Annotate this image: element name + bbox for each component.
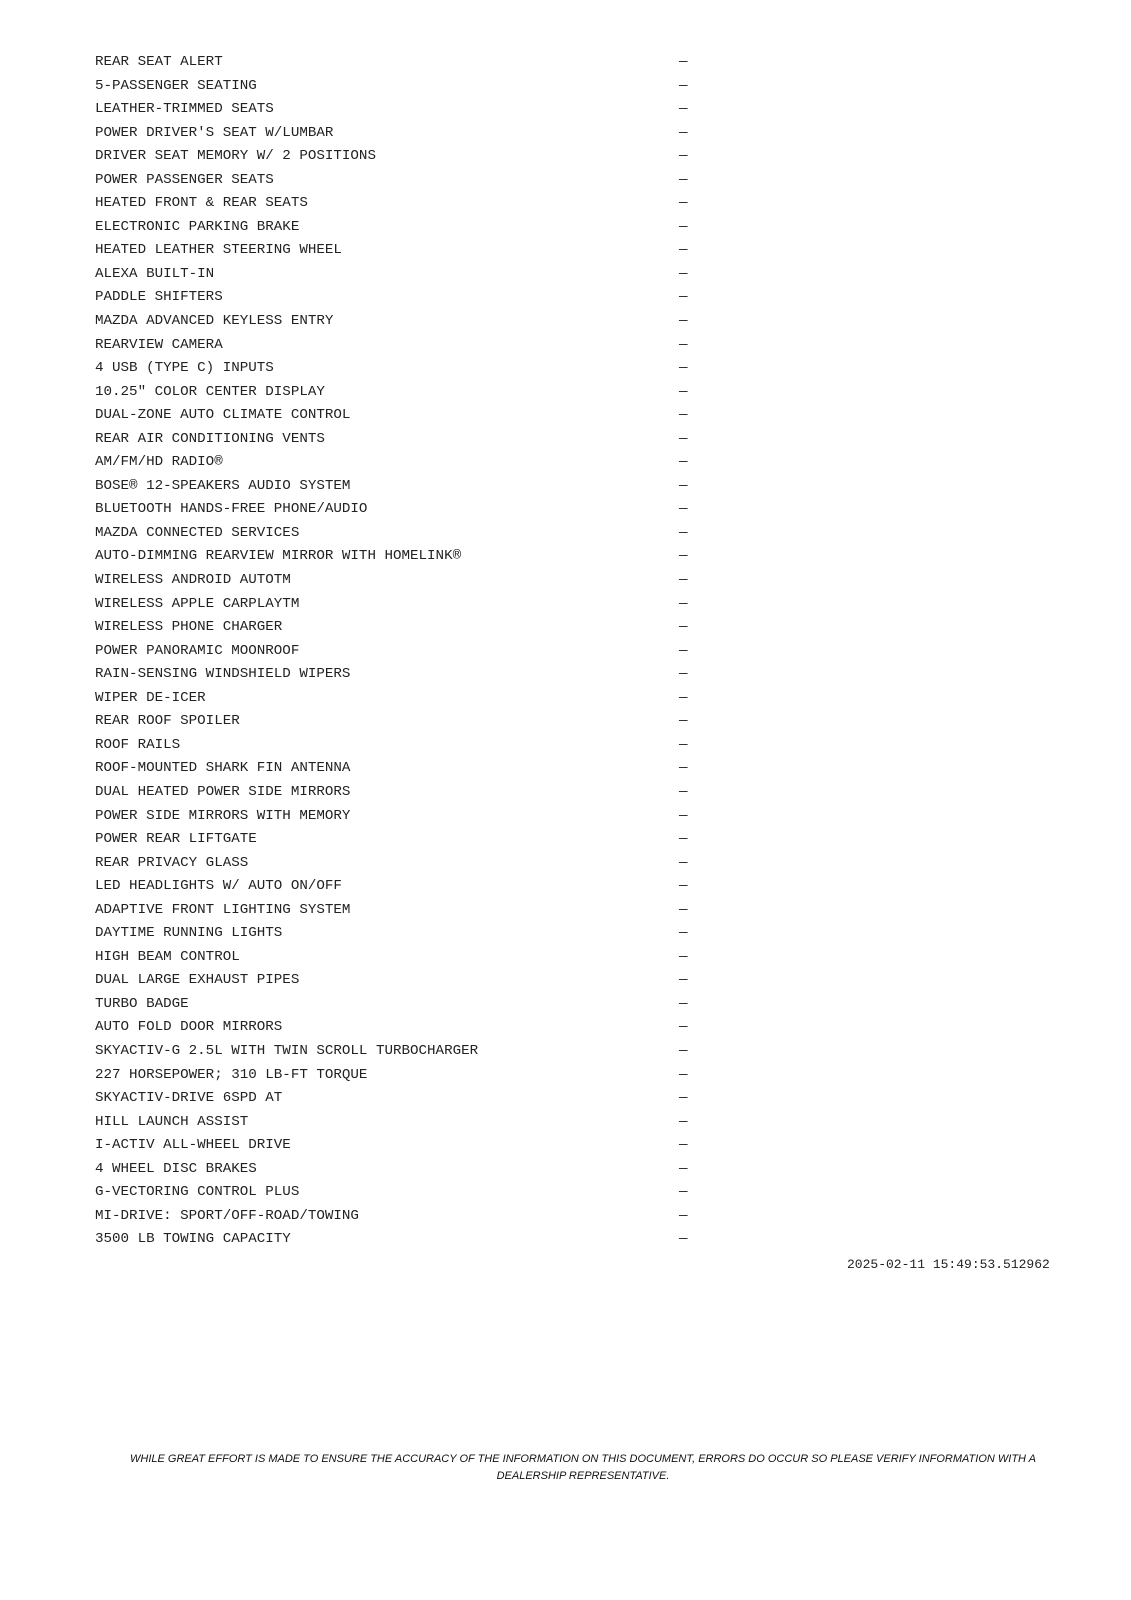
feature-row: [95, 1113, 695, 1137]
feature-row: [95, 736, 695, 760]
feature-row: [95, 1183, 695, 1207]
feature-row: [95, 712, 695, 736]
feature-name: REAR SEAT ALERT: [95, 54, 223, 70]
feature-name: REAR AIR CONDITIONING VENTS: [95, 430, 325, 447]
feature-value: —: [679, 972, 688, 989]
feature-row: [95, 854, 695, 878]
feature-name: AUTO FOLD DOOR MIRRORS: [95, 1019, 283, 1036]
feature-row: [95, 100, 695, 124]
feature-row: [95, 336, 695, 360]
feature-name: DUAL HEATED POWER SIDE MIRRORS: [95, 783, 351, 800]
feature-name: TURBO BADGE: [95, 995, 189, 1012]
feature-row: [95, 171, 695, 195]
feature-value: —: [679, 124, 688, 141]
feature-name: WIRELESS PHONE CHARGER: [95, 619, 283, 636]
feature-value: —: [679, 666, 688, 683]
feature-row: [95, 218, 695, 242]
feature-name: 4 WHEEL DISC BRAKES: [95, 1160, 257, 1177]
feature-value: —: [679, 1184, 688, 1201]
feature-value: —: [679, 101, 688, 118]
feature-name: G-VECTORING CONTROL PLUS: [95, 1184, 300, 1201]
feature-name: HILL LAUNCH ASSIST: [95, 1113, 249, 1130]
feature-value: —: [679, 77, 688, 94]
feature-name: 3500 LB TOWING CAPACITY: [95, 1231, 291, 1248]
feature-name: AUTO-DIMMING REARVIEW MIRROR WITH HOMELINK®: [95, 548, 462, 565]
feature-row: [95, 312, 695, 336]
feature-value: —: [679, 760, 688, 777]
feature-row: [95, 807, 695, 831]
feature-row: [95, 665, 695, 689]
feature-row: [95, 1230, 695, 1254]
feature-name: BLUETOOTH HANDS-FREE PHONE/AUDIO: [95, 501, 368, 518]
feature-value: —: [679, 1231, 688, 1248]
feature-value: —: [679, 313, 688, 330]
feature-value: —: [679, 854, 688, 871]
feature-name: SKYACTIV-G 2.5L WITH TWIN SCROLL TURBOCHARGER: [95, 1042, 479, 1059]
feature-value: —: [679, 925, 688, 942]
feature-row: [95, 547, 695, 571]
feature-row: [95, 406, 695, 430]
feature-row: [95, 359, 695, 383]
feature-row: [95, 1018, 695, 1042]
feature-name: ALEXA BUILT-IN: [95, 265, 215, 282]
feature-row: [95, 995, 695, 1019]
feature-value: —: [679, 383, 688, 400]
feature-row: [95, 288, 695, 312]
feature-row: [95, 948, 695, 972]
feature-row: [95, 971, 695, 995]
feature-name: POWER PASSENGER SEATS: [95, 171, 274, 188]
feature-name: 5-PASSENGER SEATING: [95, 77, 257, 94]
feature-value: —: [679, 689, 688, 706]
feature-name: ROOF RAILS: [95, 736, 181, 753]
feature-value: —: [679, 619, 688, 636]
feature-row: [95, 124, 695, 148]
feature-row: [95, 1089, 695, 1113]
feature-row: [95, 383, 695, 407]
feature-value: —: [679, 430, 688, 447]
feature-row: [95, 830, 695, 854]
feature-value: —: [679, 1019, 688, 1036]
feature-value: —: [679, 171, 688, 188]
feature-name: MI-DRIVE: SPORT/OFF-ROAD/TOWING: [95, 1207, 359, 1224]
feature-name: DRIVER SEAT MEMORY W/ 2 POSITIONS: [95, 148, 376, 165]
feature-name: WIRELESS ANDROID AUTOTM: [95, 572, 291, 589]
feature-name: POWER DRIVER'S SEAT W/LUMBAR: [95, 124, 334, 141]
feature-value: —: [679, 336, 688, 353]
feature-row: [95, 759, 695, 783]
feature-value: —: [679, 572, 688, 589]
feature-name: SKYACTIV-DRIVE 6SPD AT: [95, 1090, 283, 1107]
feature-name: 227 HORSEPOWER; 310 LB-FT TORQUE: [95, 1066, 368, 1083]
feature-row: [95, 595, 695, 619]
feature-row: [95, 642, 695, 666]
feature-name: WIPER DE-ICER: [95, 689, 206, 706]
feature-row: [95, 901, 695, 925]
feature-name: ELECTRONIC PARKING BRAKE: [95, 218, 300, 235]
feature-row: [95, 194, 695, 218]
feature-name: BOSE® 12-SPEAKERS AUDIO SYSTEM: [95, 477, 351, 494]
feature-value: —: [679, 360, 688, 377]
feature-value: —: [679, 783, 688, 800]
feature-name: I-ACTIV ALL-WHEEL DRIVE: [95, 1137, 291, 1154]
feature-value: —: [679, 1137, 688, 1154]
feature-value: —: [679, 1113, 688, 1130]
feature-name: MAZDA ADVANCED KEYLESS ENTRY: [95, 313, 334, 330]
feature-row: [95, 1160, 695, 1184]
feature-value: —: [679, 54, 688, 70]
feature-name: HEATED FRONT & REAR SEATS: [95, 195, 308, 212]
feature-name: POWER PANORAMIC MOONROOF: [95, 642, 300, 659]
feature-row: [95, 783, 695, 807]
feature-value: —: [679, 1090, 688, 1107]
feature-row: [95, 241, 695, 265]
feature-name: REAR PRIVACY GLASS: [95, 854, 249, 871]
feature-name: AM/FM/HD RADIO®: [95, 454, 223, 471]
feature-row: [95, 618, 695, 642]
feature-name: REAR ROOF SPOILER: [95, 713, 240, 730]
feature-name: 10.25" COLOR CENTER DISPLAY: [95, 383, 325, 400]
feature-value: —: [679, 595, 688, 612]
feature-name: REARVIEW CAMERA: [95, 336, 223, 353]
feature-name: DUAL LARGE EXHAUST PIPES: [95, 972, 300, 989]
feature-value: —: [679, 642, 688, 659]
feature-name: RAIN-SENSING WINDSHIELD WIPERS: [95, 666, 351, 683]
feature-name: WIRELESS APPLE CARPLAYTM: [95, 595, 300, 612]
feature-value: —: [679, 501, 688, 518]
feature-name: HEATED LEATHER STEERING WHEEL: [95, 242, 342, 259]
feature-value: —: [679, 454, 688, 471]
feature-value: —: [679, 548, 688, 565]
feature-name: DUAL-ZONE AUTO CLIMATE CONTROL: [95, 407, 351, 424]
feature-row: [95, 689, 695, 713]
feature-value: —: [679, 878, 688, 895]
feature-value: —: [679, 1042, 688, 1059]
feature-row: [95, 1066, 695, 1090]
feature-value: —: [679, 477, 688, 494]
feature-value: —: [679, 1160, 688, 1177]
feature-value: —: [679, 736, 688, 753]
feature-value: —: [679, 195, 688, 212]
feature-value: —: [679, 524, 688, 541]
feature-name: HIGH BEAM CONTROL: [95, 948, 240, 965]
feature-value: —: [679, 831, 688, 848]
disclaimer: WHILE GREAT EFFORT IS MADE TO ENSURE THE ACCURACY OF THE INFORMATION ON THIS DOCUMENT, ERRORS DO OCCUR SO PLEASE VERIFY INFORMATION WITH A DEALERSHIP REPRESENTATIVE.: [130, 1453, 1036, 1482]
timestamp: 2025-02-11 15:49:53.512962: [847, 1257, 1050, 1272]
feature-row: [95, 430, 695, 454]
feature-row: [95, 265, 695, 289]
feature-row: [95, 924, 695, 948]
feature-row: [95, 53, 695, 77]
feature-value: —: [679, 1066, 688, 1083]
feature-row: [95, 524, 695, 548]
feature-value: —: [679, 901, 688, 918]
feature-row: [95, 1207, 695, 1231]
feature-name: 4 USB (TYPE C) INPUTS: [95, 360, 274, 377]
feature-name: POWER REAR LIFTGATE: [95, 831, 257, 848]
feature-row: [95, 77, 695, 101]
feature-value: —: [679, 407, 688, 424]
feature-value: —: [679, 242, 688, 259]
feature-value: —: [679, 265, 688, 282]
feature-row: [95, 1042, 695, 1066]
feature-list: [95, 53, 695, 1254]
feature-row: [95, 147, 695, 171]
feature-name: LED HEADLIGHTS W/ AUTO ON/OFF: [95, 878, 342, 895]
feature-value: —: [679, 807, 688, 824]
feature-row: [95, 453, 695, 477]
feature-row: [95, 571, 695, 595]
feature-value: —: [679, 1207, 688, 1224]
feature-name: LEATHER-TRIMMED SEATS: [95, 101, 274, 118]
feature-name: ROOF-MOUNTED SHARK FIN ANTENNA: [95, 760, 351, 777]
feature-value: —: [679, 218, 688, 235]
feature-value: —: [679, 995, 688, 1012]
feature-row: [95, 500, 695, 524]
feature-name: MAZDA CONNECTED SERVICES: [95, 524, 300, 541]
feature-value: —: [679, 948, 688, 965]
feature-row: [95, 1136, 695, 1160]
feature-name: ADAPTIVE FRONT LIGHTING SYSTEM: [95, 901, 351, 918]
feature-value: —: [679, 148, 688, 165]
feature-value: —: [679, 713, 688, 730]
feature-row: [95, 477, 695, 501]
feature-name: PADDLE SHIFTERS: [95, 289, 223, 306]
feature-name: POWER SIDE MIRRORS WITH MEMORY: [95, 807, 351, 824]
feature-name: DAYTIME RUNNING LIGHTS: [95, 925, 283, 942]
feature-value: —: [679, 289, 688, 306]
feature-row: [95, 877, 695, 901]
